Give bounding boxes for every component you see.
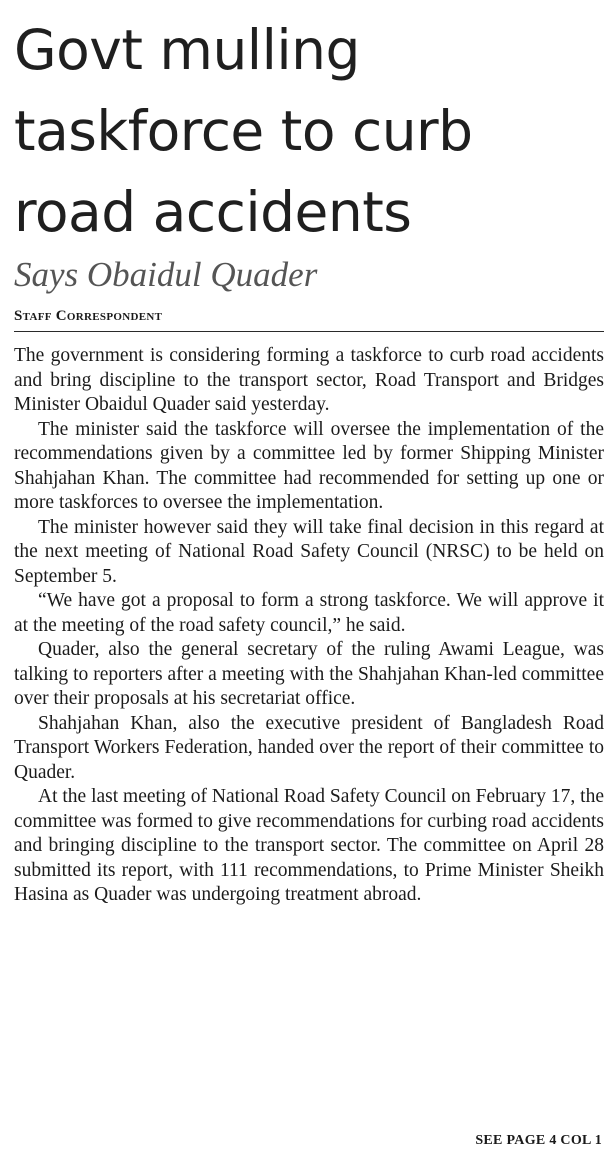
- paragraph-3: The minister however said they will take final decision in this regard at the next meeting of National Road Safety Council (NRSC) to be held on September 5.: [14, 516, 604, 587]
- news-article: [14, 10, 604, 908]
- paragraph-1: The government is considering forming a taskforce to curb road accidents and bring discipline to the transport sector, Road Transport and Bridges Minister Obaidul Quader said yesterday.: [14, 345, 604, 415]
- paragraph-5: Quader, also the general secretary of the ruling Awami League, was talking to reporters after a meeting with the Shahjahan Khan-led committee over their proposals at his secretariat office.: [14, 639, 604, 709]
- subheadline: Says Obaidul Quader: [14, 255, 318, 294]
- paragraph-7: At the last meeting of National Road Safety Council on February 17, the committee was formed to give recommendations for curbing road accidents and bringing discipline to the transport sector. The committee on April 28 submitted its report, with 111 recommendations, to Prime Minister Sheikh Hasina as Quader was undergoing treatment abroad.: [14, 786, 604, 905]
- headline-line-1: Govt mulling: [14, 18, 360, 82]
- byline: Staff Correspondent: [14, 308, 163, 324]
- article-body: [14, 344, 604, 908]
- paragraph-4: “We have got a proposal to form a strong taskforce. We will approve it at the meeting of the road safety council,” he said.: [14, 590, 604, 636]
- byline-divider: [14, 331, 604, 332]
- headline: [14, 10, 604, 253]
- paragraph-6: Shahjahan Khan, also the executive president of Bangladesh Road Transport Workers Federation, handed over the report of their committee to Quader.: [14, 712, 604, 783]
- continuation-jump: SEE PAGE 4 COL 1: [475, 1133, 602, 1148]
- headline-line-2: taskforce to curb: [14, 99, 473, 163]
- paragraph-2: The minister said the taskforce will oversee the implementation of the recommendations given by a committee led by former Shipping Minister Shahjahan Khan. The committee had recommended for setting up one or more taskforces to oversee the implementation.: [14, 418, 604, 513]
- headline-line-3: road accidents: [14, 180, 412, 244]
